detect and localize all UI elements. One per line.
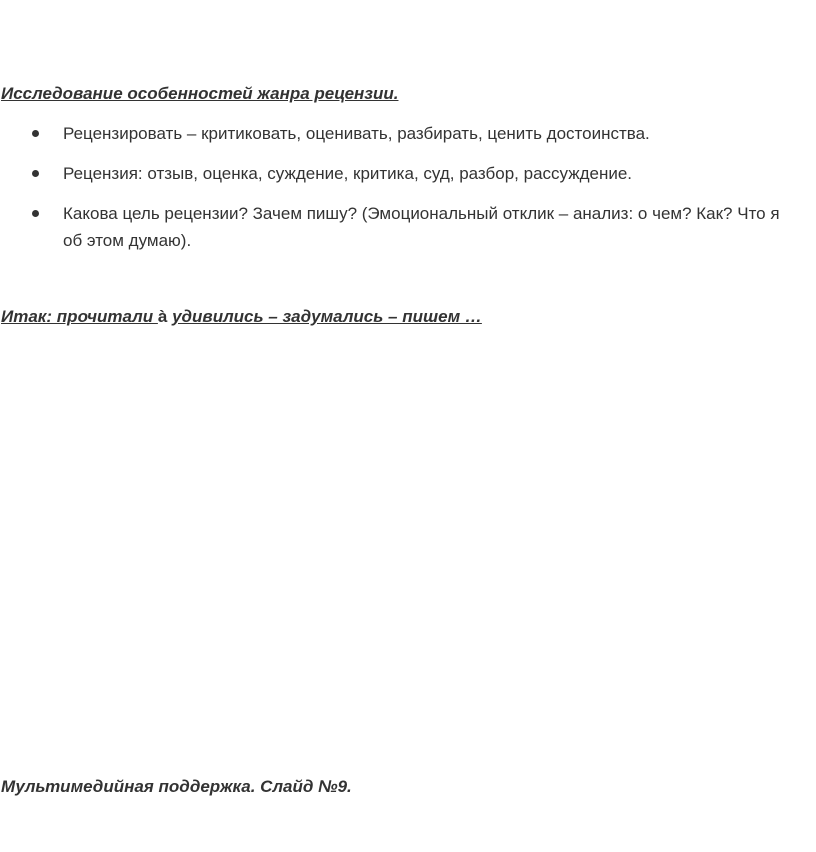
bullet-dot-icon bbox=[32, 210, 39, 217]
list-item bbox=[0, 200, 800, 254]
workflow-line bbox=[1, 307, 482, 327]
multimedia-note: Мультимедийная поддержка. Слайд №9. bbox=[1, 777, 352, 796]
section-heading-genre-study: Исследование особенностей жанра рецензии. bbox=[1, 84, 399, 103]
list-item-text: Рецензия: отзыв, оценка, суждение, критика, суд, разбор, рассуждение. bbox=[63, 164, 633, 183]
list-item-text: Какова цель рецензии? Зачем пишу? (Эмоциональный отклик – анализ: о чем? Как? Что я об этом думаю). bbox=[63, 204, 780, 250]
bullet-dot-icon bbox=[32, 170, 39, 177]
workflow-start: Итак: прочитали bbox=[1, 307, 158, 326]
list-item-text: Рецензировать – критиковать, оценивать, разбирать, ценить достоинства. bbox=[63, 124, 650, 143]
list-item bbox=[0, 120, 800, 147]
workflow-steps: удивились – задумались – пишем … bbox=[172, 307, 482, 326]
bullet-dot-icon bbox=[32, 130, 39, 137]
list-item bbox=[0, 160, 800, 187]
bullet-list bbox=[0, 120, 800, 267]
arrow-icon: à bbox=[157, 307, 168, 326]
